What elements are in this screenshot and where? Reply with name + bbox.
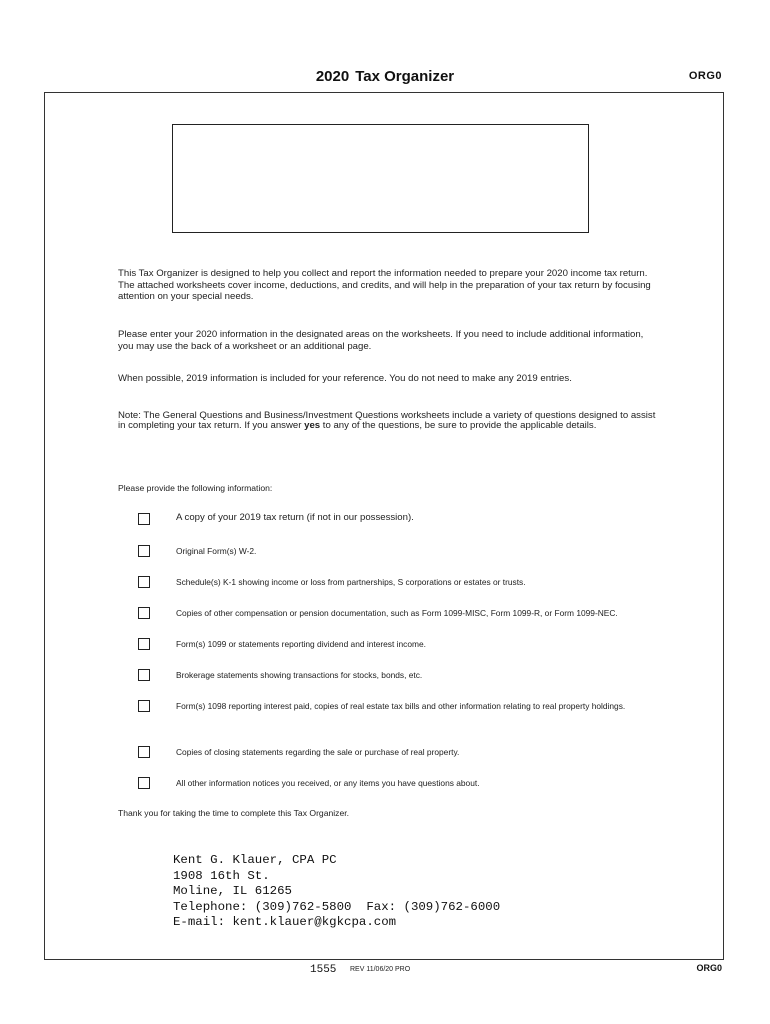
firm-city: Moline, IL 61265 (173, 884, 292, 899)
checkbox-other-info[interactable] (138, 777, 150, 789)
note-text-end: to any of the questions, be sure to provide the applicable details. (320, 420, 597, 432)
footer-revision: REV 11/06/20 PRO (350, 966, 411, 973)
thank-you-text: Thank you for taking the time to complete this Tax Organizer. (118, 808, 350, 818)
form-id-header: ORG0 (688, 70, 722, 82)
firm-phone: Telephone: (309)762-5800 Fax: (309)762-6000 (173, 899, 501, 914)
checkbox-compensation[interactable] (138, 607, 150, 619)
firm-email: E-mail: kent.klauer@kgkcpa.com (173, 915, 397, 930)
note-emphasis: yes (304, 420, 321, 432)
title-text: Tax Organizer (355, 68, 455, 85)
checklist-item-1099: Form(s) 1099 or statements reporting dividend and interest income. (176, 639, 426, 649)
tax-year: 2020 (315, 68, 350, 85)
checklist-heading: Please provide the following information: (118, 483, 273, 493)
firm-name: Kent G. Klauer, CPA PC (173, 853, 337, 867)
checklist-item-prior-return: A copy of your 2019 tax return (if not in our possession). (176, 512, 414, 523)
checkbox-prior-return[interactable] (138, 513, 150, 525)
checkbox-w2[interactable] (138, 545, 150, 557)
firm-street: 1908 16th St. (173, 868, 270, 883)
checkbox-brokerage[interactable] (138, 669, 150, 681)
checklist-item-other-info: All other information notices you received, or any items you have questions about. (176, 778, 480, 788)
intro-paragraph: This Tax Organizer is designed to help you collect and report the information needed to prepare your 2020 income tax return. The attached worksheets cover income, deductions, and credits, and will help in the preparation of your tax return by focusing attention on your special needs. (118, 268, 651, 303)
prior-year-paragraph: When possible, 2019 information is included for your reference. You do not need to make any 2019 entries. (118, 373, 572, 384)
firm-contact-block (173, 853, 500, 931)
page-title (0, 68, 770, 85)
note-paragraph (118, 411, 658, 431)
form-id-footer: ORG0 (696, 963, 722, 973)
checkbox-1098[interactable] (138, 700, 150, 712)
client-name-box (172, 124, 589, 233)
checklist-item-compensation: Copies of other compensation or pension documentation, such as Form 1099-MISC, Form 1099-R, or Form 1099-NEC. (176, 608, 618, 618)
checklist-item-k1: Schedule(s) K-1 showing income or loss from partnerships, S corporations or estates or trusts. (176, 577, 526, 587)
note-text-start: Note: The General Questions and Business/Investment Questions worksheets include a variety of questions designed to assist in completing your tax return. If you answer (118, 410, 656, 432)
checkbox-closing-statements[interactable] (138, 746, 150, 758)
checklist-item-brokerage: Brokerage statements showing transactions for stocks, bonds, etc. (176, 670, 423, 680)
checklist-item-closing-statements: Copies of closing statements regarding the sale or purchase of real property. (176, 747, 460, 757)
checkbox-k1[interactable] (138, 576, 150, 588)
checkbox-1099[interactable] (138, 638, 150, 650)
checklist-item-1098: Form(s) 1098 reporting interest paid, copies of real estate tax bills and other information relating to real property holdings. (176, 701, 626, 711)
footer-number: 1555 (310, 964, 337, 976)
checklist-item-w2: Original Form(s) W-2. (176, 546, 257, 556)
instructions-paragraph: Please enter your 2020 information in the designated areas on the worksheets. If you need to include additional information, you may use the back of a worksheet or an additional page. (118, 329, 644, 352)
